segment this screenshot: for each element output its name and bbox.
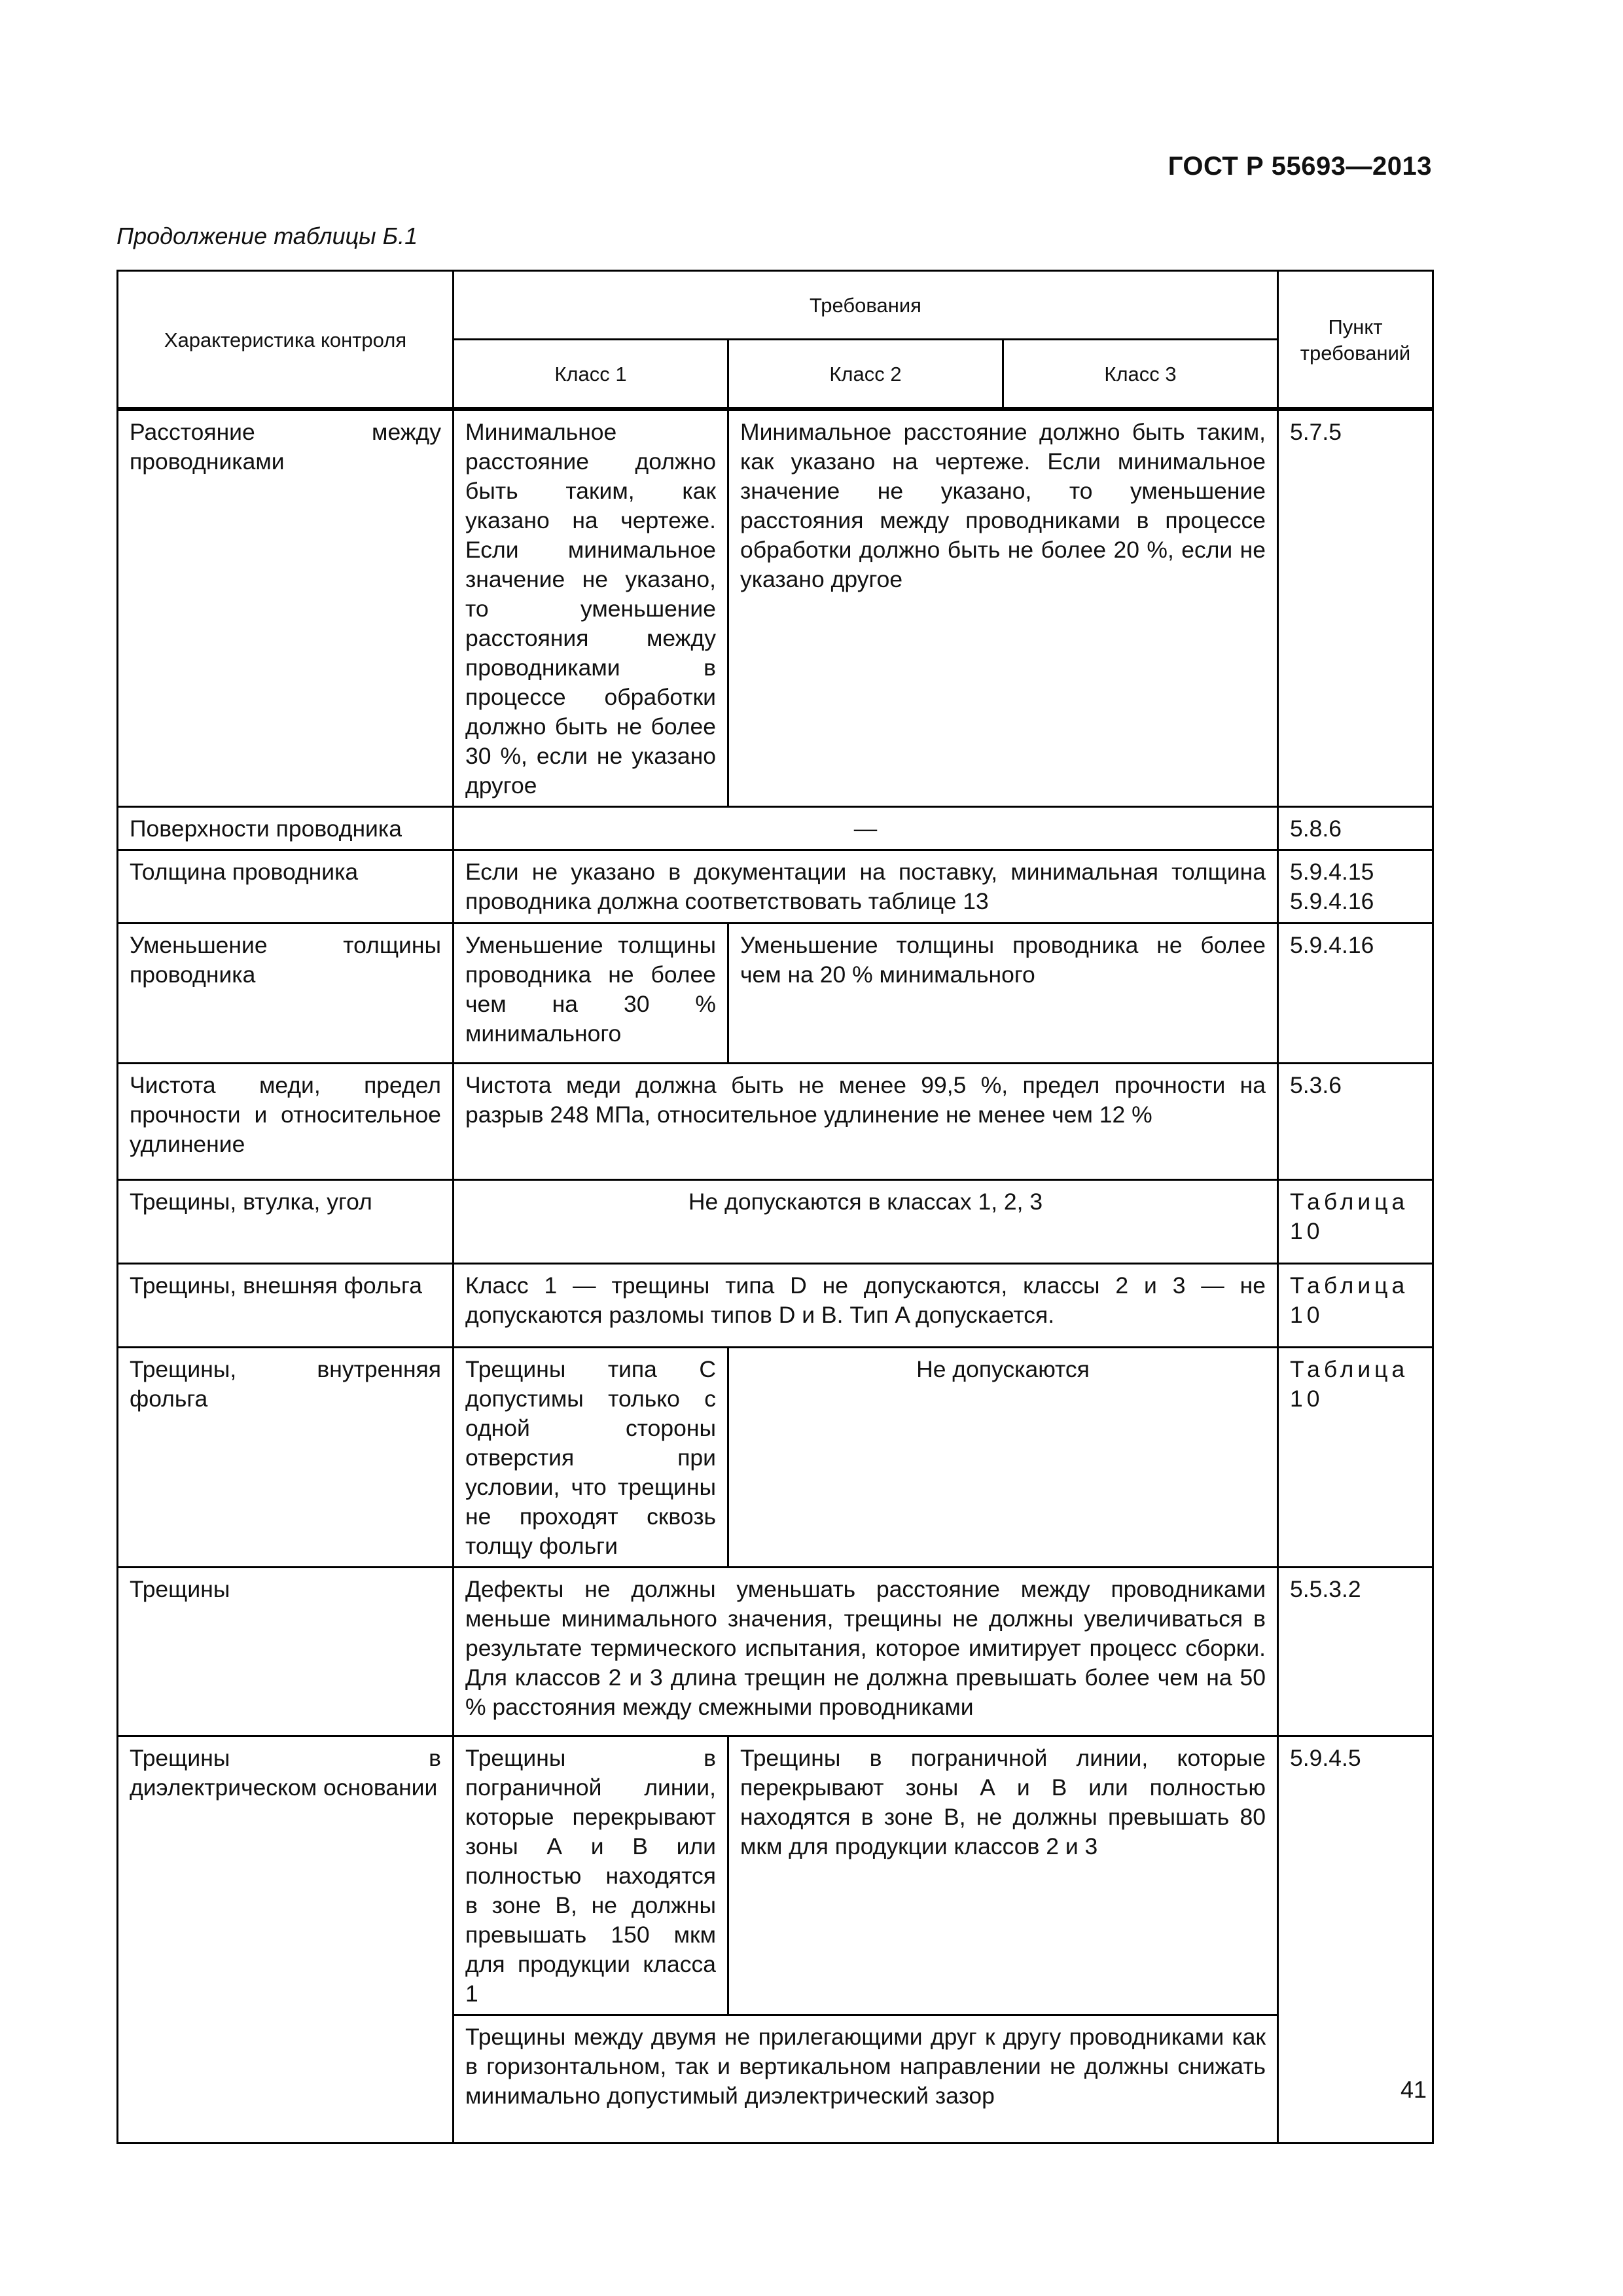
- row-all-classes: —: [454, 807, 1278, 850]
- row-characteristic: Поверхности проводника: [118, 807, 454, 850]
- row-clause: 5.9.4.16: [1278, 924, 1433, 1064]
- row-class-2-3: Уменьшение толщины проводника не более чем на 20 % минимального: [728, 924, 1278, 1064]
- row-characteristic: Трещины, втулка, угол: [118, 1180, 454, 1264]
- row-class-1: Трещины типа C допустимы только с одной стороны отверстия при условии, что трещины не проходят сквозь толщу фольги: [454, 1348, 728, 1568]
- row-class-2-3: Минимальное расстояние должно быть таким, как указано на чертеже. Если минимальное значение не указано, то уменьшение расстояния между проводниками в процессе обработки должно быть не более 20 %, если не указано другое: [728, 410, 1278, 807]
- row-characteristic: Расстояние между проводниками: [118, 410, 454, 807]
- row-class-2-3: Не допускаются: [728, 1348, 1278, 1568]
- row-characteristic: Толщина проводника: [118, 850, 454, 924]
- row-all-classes: Класс 1 — трещины типа D не допускаются, классы 2 и 3 — не допускаются разломы типов D и B. Тип A допускается.: [454, 1264, 1278, 1348]
- row-all-classes: Если не указано в документации на поставку, минимальная толщина проводника должна соответствовать таблице 13: [454, 850, 1278, 924]
- row-class-2-3: Трещины в пограничной линии, которые перекрывают зоны А и В или полностью находятся в зоне В, не должны превышать 80 мкм для продукции классов 2 и 3: [728, 1736, 1278, 2015]
- header-class-2: Класс 2: [728, 340, 1003, 408]
- row-clause: Таблица 10: [1278, 1180, 1433, 1264]
- row-characteristic: Трещины: [118, 1568, 454, 1736]
- header-clause: Пункт требований: [1278, 271, 1433, 408]
- row-clause: 5.8.6: [1278, 807, 1433, 850]
- header-characteristic: Характеристика контроля: [118, 271, 454, 408]
- table-row: [118, 807, 1433, 850]
- row-class-1: Минимальное расстояние должно быть таким, как указано на чертеже. Если минимальное значение не указано, то уменьшение расстояния между проводниками в процессе обработки должно быть не более 30 %, если не указано другое: [454, 410, 728, 807]
- table-row: [118, 1348, 1433, 1568]
- table-row: [118, 1736, 1433, 2015]
- row-all-classes: Трещины между двумя не прилегающими друг к другу проводниками как в горизонтальном, так и вертикальном направлении не должны снижать минимально допустимый диэлектрический зазор: [454, 2015, 1278, 2144]
- row-clause: Таблица 10: [1278, 1348, 1433, 1568]
- header-class-1: Класс 1: [454, 340, 728, 408]
- table-row: [118, 1180, 1433, 1264]
- row-class-1: Уменьшение толщины проводника не более чем на 30 % минимального: [454, 924, 728, 1064]
- row-class-1: Трещины в пограничной линии, которые перекрывают зоны А и В или полностью находятся в зоне В, не должны превышать 150 мкм для продукции класса 1: [454, 1736, 728, 2015]
- requirements-table: [116, 270, 1434, 2144]
- row-characteristic: Уменьшение толщины проводника: [118, 924, 454, 1064]
- table-row: [118, 1568, 1433, 1736]
- row-characteristic: Трещины в диэлектрическом основании: [118, 1736, 454, 2144]
- row-all-classes: Не допускаются в классах 1, 2, 3: [454, 1180, 1278, 1264]
- row-clause: 5.9.4.5: [1278, 1736, 1433, 2144]
- table-row: [118, 410, 1433, 807]
- table-row: [118, 1264, 1433, 1348]
- row-all-classes: Дефекты не должны уменьшать расстояние между проводниками меньше минимального значения, трещины не должны увеличиваться в результате термического испытания, которое имитирует процесс сборки. Для классов 2 и 3 длина трещин не должна превышать более чем на 50 % расстояния между смежными проводниками: [454, 1568, 1278, 1736]
- row-clause: Таблица 10: [1278, 1264, 1433, 1348]
- header-requirements: Требования: [454, 271, 1278, 340]
- row-clause: 5.7.5: [1278, 410, 1433, 807]
- row-clause: 5.5.3.2: [1278, 1568, 1433, 1736]
- row-all-classes: Чистота меди должна быть не менее 99,5 %, предел прочности на разрыв 248 МПа, относительное удлинение не менее чем 12 %: [454, 1064, 1278, 1180]
- row-clause: 5.3.6: [1278, 1064, 1433, 1180]
- table-row: [118, 850, 1433, 924]
- row-characteristic: Трещины, внешняя фольга: [118, 1264, 454, 1348]
- table-row: [118, 924, 1433, 1064]
- header-class-3: Класс 3: [1003, 340, 1278, 408]
- row-characteristic: Чистота меди, предел прочности и относительное удлинение: [118, 1064, 454, 1180]
- document-code: ГОСТ Р 55693—2013: [1168, 152, 1432, 181]
- row-clause: 5.9.4.15 5.9.4.16: [1278, 850, 1433, 924]
- table-caption: Продолжение таблицы Б.1: [116, 223, 418, 249]
- row-characteristic: Трещины, внутренняя фольга: [118, 1348, 454, 1568]
- page-number: 41: [1400, 2076, 1427, 2103]
- table-row: [118, 1064, 1433, 1180]
